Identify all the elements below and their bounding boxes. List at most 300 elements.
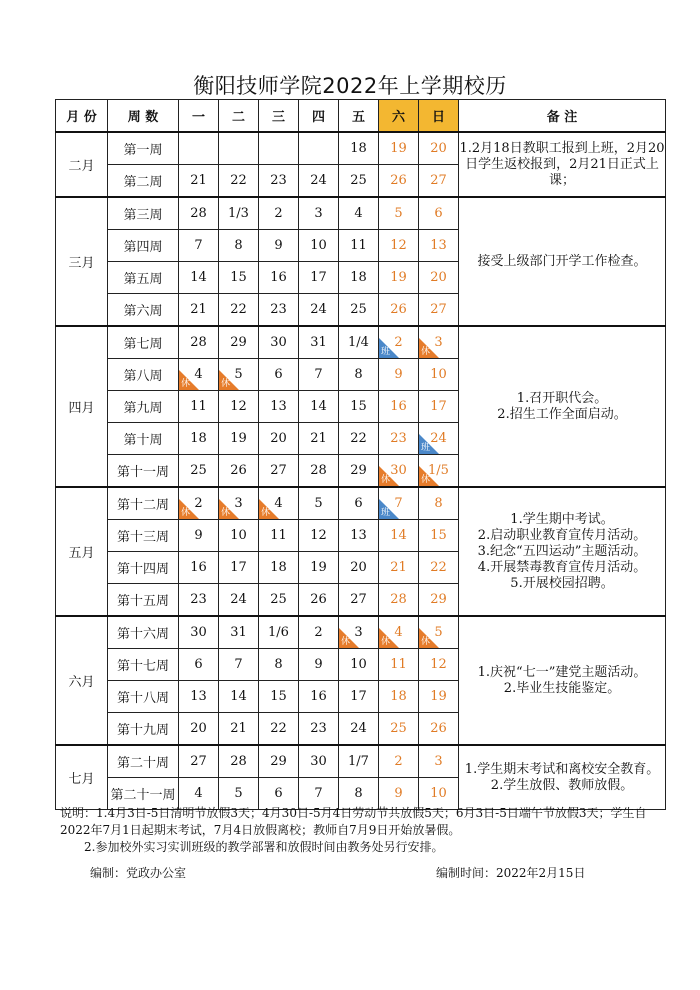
day-cell	[259, 294, 299, 327]
day-cell	[179, 487, 219, 520]
day-number: 22	[230, 302, 247, 317]
day-tag-label: 班	[421, 443, 431, 453]
day-cell	[179, 713, 219, 746]
day-number: 20	[430, 141, 447, 156]
day-number: 10	[310, 238, 327, 253]
day-number: 9	[394, 786, 403, 801]
day-number: 15	[270, 689, 287, 704]
day-cell	[179, 132, 219, 165]
day-tag-label: 休	[421, 475, 431, 485]
day-cell	[379, 230, 419, 262]
day-cell	[419, 391, 459, 423]
day-cell	[379, 681, 419, 713]
day-number: 3	[354, 625, 363, 640]
day-number: 1/3	[228, 206, 249, 221]
day-cell	[339, 423, 379, 455]
day-cell	[299, 197, 339, 230]
day-cell	[299, 326, 339, 359]
day-cell	[379, 423, 419, 455]
day-number: 11	[270, 528, 287, 543]
day-number: 6	[194, 657, 203, 672]
day-number: 4	[354, 206, 363, 221]
month-cell: 三月	[56, 197, 108, 326]
week-label: 第九周	[108, 391, 179, 423]
month-cell: 二月	[56, 132, 108, 197]
day-number: 26	[390, 302, 407, 317]
week-label: 第六周	[108, 294, 179, 327]
day-number: 16	[310, 689, 327, 704]
week-label: 第二十周	[108, 745, 179, 778]
day-number: 14	[390, 528, 407, 543]
day-number: 12	[230, 399, 247, 414]
note-line: 2.启动职业教育宣传月活动。	[477, 527, 647, 543]
day-cell	[179, 584, 219, 617]
day-number: 26	[230, 463, 247, 478]
day-tag-label: 班	[381, 508, 391, 518]
day-number: 30	[310, 754, 327, 769]
day-number: 7	[314, 367, 323, 382]
day-number: 12	[430, 657, 447, 672]
day-cell	[339, 391, 379, 423]
day-cell	[299, 359, 339, 391]
day-cell	[299, 487, 339, 520]
day-cell	[259, 423, 299, 455]
month-notes	[459, 326, 666, 487]
day-cell	[179, 197, 219, 230]
day-cell	[219, 294, 259, 327]
day-tag-label: 休	[181, 508, 191, 518]
day-number: 31	[230, 625, 247, 640]
week-label: 第十三周	[108, 520, 179, 552]
day-number: 28	[310, 463, 327, 478]
day-number: 24	[230, 592, 247, 607]
day-number: 12	[390, 238, 407, 253]
day-number: 12	[310, 528, 327, 543]
day-cell	[179, 520, 219, 552]
day-number: 26	[430, 721, 447, 736]
note-line: 2.毕业生技能鉴定。	[503, 680, 621, 696]
day-cell	[179, 165, 219, 198]
day-cell	[419, 359, 459, 391]
day-cell	[259, 584, 299, 617]
day-number: 4	[194, 367, 203, 382]
day-cell	[299, 262, 339, 294]
day-cell	[419, 165, 459, 198]
day-cell	[299, 552, 339, 584]
day-cell	[219, 423, 259, 455]
day-tag-label: 休	[381, 475, 391, 485]
day-number: 18	[350, 270, 367, 285]
calendar-body	[56, 132, 666, 810]
week-label: 第二周	[108, 165, 179, 198]
day-number: 6	[354, 496, 363, 511]
week-row	[56, 487, 666, 520]
day-cell	[379, 713, 419, 746]
day-cell	[259, 326, 299, 359]
header-thu: 四	[299, 100, 339, 133]
day-tag-label: 休	[261, 508, 271, 518]
day-number: 25	[270, 592, 287, 607]
header-row	[56, 100, 666, 133]
day-number: 4	[394, 625, 403, 640]
day-cell	[299, 584, 339, 617]
note-line: 2.学生放假、教师放假。	[490, 777, 634, 793]
day-number: 16	[190, 560, 207, 575]
day-cell	[419, 455, 459, 488]
day-number: 13	[270, 399, 287, 414]
day-number: 19	[430, 689, 447, 704]
page-title: 衡阳技师学院2022年上学期校历	[193, 74, 507, 98]
day-cell	[379, 584, 419, 617]
day-number: 25	[350, 302, 367, 317]
week-label: 第四周	[108, 230, 179, 262]
day-number: 14	[190, 270, 207, 285]
day-number: 5	[234, 367, 243, 382]
day-cell	[299, 132, 339, 165]
day-number: 3	[314, 206, 323, 221]
week-label: 第十二周	[108, 487, 179, 520]
day-number: 20	[190, 721, 207, 736]
week-label: 第十七周	[108, 649, 179, 681]
day-cell	[259, 552, 299, 584]
week-label: 第一周	[108, 132, 179, 165]
day-number: 23	[390, 431, 407, 446]
day-cell	[339, 165, 379, 198]
day-cell	[419, 262, 459, 294]
day-cell	[379, 649, 419, 681]
day-cell	[179, 423, 219, 455]
day-number: 29	[430, 592, 447, 607]
week-row	[56, 132, 666, 165]
day-number: 29	[350, 463, 367, 478]
day-cell	[339, 230, 379, 262]
day-number: 10	[430, 786, 447, 801]
header-sun: 日	[419, 100, 459, 133]
day-number: 4	[194, 786, 203, 801]
day-cell	[419, 552, 459, 584]
week-label: 第十四周	[108, 552, 179, 584]
day-number: 26	[310, 592, 327, 607]
day-number: 21	[390, 560, 407, 575]
day-number: 1/5	[428, 463, 449, 478]
day-cell	[299, 649, 339, 681]
day-number: 3	[234, 496, 243, 511]
day-number: 9	[314, 657, 323, 672]
day-cell	[339, 649, 379, 681]
day-number: 6	[434, 206, 443, 221]
day-number: 25	[390, 721, 407, 736]
week-label: 第十八周	[108, 681, 179, 713]
day-number: 28	[390, 592, 407, 607]
day-cell	[299, 294, 339, 327]
day-number: 8	[354, 786, 363, 801]
day-cell	[219, 616, 259, 649]
week-label: 第七周	[108, 326, 179, 359]
day-number: 6	[274, 786, 283, 801]
day-cell	[179, 455, 219, 488]
day-cell	[219, 326, 259, 359]
day-cell	[339, 681, 379, 713]
day-tag-label: 休	[421, 637, 431, 647]
day-number: 5	[314, 496, 323, 511]
note-line: 1.学生期末考试和离校安全教育。	[464, 761, 660, 777]
month-notes	[459, 616, 666, 745]
day-number: 29	[270, 754, 287, 769]
month-cell: 六月	[56, 616, 108, 745]
day-cell	[339, 616, 379, 649]
day-cell	[299, 423, 339, 455]
footer-notes	[60, 805, 660, 856]
day-number: 2	[394, 335, 403, 350]
day-number: 24	[350, 721, 367, 736]
day-cell	[299, 681, 339, 713]
day-number: 10	[430, 367, 447, 382]
day-cell	[259, 391, 299, 423]
day-cell	[179, 326, 219, 359]
day-cell	[179, 616, 219, 649]
day-cell	[219, 745, 259, 778]
day-number: 8	[274, 657, 283, 672]
day-number: 26	[390, 173, 407, 188]
week-label: 第十六周	[108, 616, 179, 649]
day-cell	[419, 713, 459, 746]
header-wed: 三	[259, 100, 299, 133]
day-number: 16	[390, 399, 407, 414]
day-cell	[379, 520, 419, 552]
day-number: 2	[194, 496, 203, 511]
day-cell	[419, 197, 459, 230]
day-cell	[259, 745, 299, 778]
day-cell	[339, 294, 379, 327]
week-label: 第十周	[108, 423, 179, 455]
day-cell	[379, 455, 419, 488]
day-cell	[379, 745, 419, 778]
header-month: 月 份	[56, 100, 108, 133]
day-number: 18	[270, 560, 287, 575]
day-number: 1/6	[268, 625, 289, 640]
day-number: 1/7	[348, 754, 369, 769]
day-cell	[379, 552, 419, 584]
day-number: 17	[310, 270, 327, 285]
day-cell	[179, 745, 219, 778]
day-cell	[219, 713, 259, 746]
day-cell	[419, 423, 459, 455]
day-number: 9	[194, 528, 203, 543]
day-cell	[379, 294, 419, 327]
header-mon: 一	[179, 100, 219, 133]
day-cell	[179, 552, 219, 584]
day-cell	[179, 230, 219, 262]
day-cell	[339, 745, 379, 778]
day-number: 20	[350, 560, 367, 575]
note-line: 4.开展禁毒教育宣传月活动。	[477, 559, 647, 575]
day-number: 16	[270, 270, 287, 285]
header-sat: 六	[379, 100, 419, 133]
month-cell: 五月	[56, 487, 108, 616]
header-week: 周 数	[108, 100, 179, 133]
day-number: 19	[310, 560, 327, 575]
day-number: 28	[190, 335, 207, 350]
day-number: 24	[430, 431, 447, 446]
month-notes	[459, 132, 666, 197]
day-number: 2	[274, 206, 283, 221]
day-cell	[259, 487, 299, 520]
day-cell	[179, 294, 219, 327]
day-cell	[339, 455, 379, 488]
day-number: 13	[350, 528, 367, 543]
day-cell	[259, 681, 299, 713]
day-number: 21	[190, 173, 207, 188]
week-label: 第八周	[108, 359, 179, 391]
note-line: 1.2月18日教职工报到上班，2月20日学生返校报到，2月21日正式上课；	[459, 140, 665, 188]
day-number: 9	[394, 367, 403, 382]
day-cell	[179, 681, 219, 713]
day-number: 18	[190, 431, 207, 446]
day-tag-label: 休	[341, 637, 351, 647]
day-number: 6	[274, 367, 283, 382]
day-cell	[299, 455, 339, 488]
day-number: 30	[270, 335, 287, 350]
day-cell	[299, 745, 339, 778]
day-cell	[379, 391, 419, 423]
day-number: 27	[190, 754, 207, 769]
month-notes	[459, 745, 666, 810]
day-cell	[299, 391, 339, 423]
day-cell	[419, 745, 459, 778]
week-label: 第三周	[108, 197, 179, 230]
day-cell	[219, 359, 259, 391]
day-number: 17	[350, 689, 367, 704]
day-number: 24	[310, 173, 327, 188]
day-number: 22	[270, 721, 287, 736]
day-number: 23	[310, 721, 327, 736]
week-label: 第十五周	[108, 584, 179, 617]
day-number: 22	[430, 560, 447, 575]
day-cell	[419, 681, 459, 713]
day-cell	[419, 230, 459, 262]
day-cell	[339, 359, 379, 391]
day-number: 9	[274, 238, 283, 253]
day-cell	[339, 326, 379, 359]
week-row	[56, 745, 666, 778]
day-number: 27	[350, 592, 367, 607]
day-number: 19	[230, 431, 247, 446]
day-cell	[219, 455, 259, 488]
day-cell	[299, 713, 339, 746]
day-cell	[219, 520, 259, 552]
day-number: 22	[230, 173, 247, 188]
header-notes: 备 注	[459, 100, 666, 133]
day-cell	[419, 649, 459, 681]
day-cell	[339, 197, 379, 230]
day-number: 15	[230, 270, 247, 285]
day-number: 11	[350, 238, 367, 253]
day-number: 7	[194, 238, 203, 253]
day-tag-label: 休	[381, 637, 391, 647]
month-notes	[459, 487, 666, 616]
day-cell	[219, 132, 259, 165]
day-number: 19	[390, 141, 407, 156]
day-cell	[259, 230, 299, 262]
note-line: 3.纪念“五四运动”主题活动。	[477, 543, 647, 559]
day-cell	[219, 552, 259, 584]
day-number: 13	[430, 238, 447, 253]
day-cell	[219, 165, 259, 198]
day-number: 3	[434, 335, 443, 350]
day-cell	[259, 197, 299, 230]
week-label: 第十九周	[108, 713, 179, 746]
day-number: 7	[234, 657, 243, 672]
day-cell	[219, 262, 259, 294]
day-number: 7	[394, 496, 403, 511]
day-number: 19	[390, 270, 407, 285]
day-cell	[339, 584, 379, 617]
day-cell	[339, 262, 379, 294]
day-number: 10	[230, 528, 247, 543]
day-cell	[379, 132, 419, 165]
day-number: 10	[350, 657, 367, 672]
day-cell	[339, 552, 379, 584]
week-row	[56, 616, 666, 649]
day-number: 17	[430, 399, 447, 414]
day-number: 21	[230, 721, 247, 736]
day-number: 25	[190, 463, 207, 478]
day-number: 4	[274, 496, 283, 511]
school-calendar-table	[55, 99, 666, 810]
day-cell	[219, 197, 259, 230]
day-number: 22	[350, 431, 367, 446]
day-number: 28	[190, 206, 207, 221]
header-fri: 五	[339, 100, 379, 133]
note-line: 1.学生期中考试。	[510, 511, 614, 527]
day-cell	[179, 649, 219, 681]
day-cell	[259, 649, 299, 681]
day-cell	[219, 230, 259, 262]
note-line: 1.召开职代会。	[516, 390, 608, 406]
day-tag-label: 休	[221, 508, 231, 518]
day-cell	[339, 713, 379, 746]
day-number: 23	[270, 173, 287, 188]
day-number: 29	[230, 335, 247, 350]
day-cell	[299, 520, 339, 552]
day-number: 23	[190, 592, 207, 607]
day-cell	[179, 262, 219, 294]
day-cell	[379, 197, 419, 230]
day-cell	[419, 132, 459, 165]
note-line: 1.庆祝“七一”建党主题活动。	[477, 664, 647, 680]
week-label: 第二十一周	[108, 778, 179, 810]
header-tue: 二	[219, 100, 259, 133]
day-number: 24	[310, 302, 327, 317]
day-cell	[259, 455, 299, 488]
day-cell	[299, 616, 339, 649]
day-number: 20	[270, 431, 287, 446]
day-cell	[419, 487, 459, 520]
day-number: 8	[354, 367, 363, 382]
day-number: 18	[390, 689, 407, 704]
day-number: 8	[234, 238, 243, 253]
month-cell: 四月	[56, 326, 108, 487]
day-number: 27	[270, 463, 287, 478]
day-cell	[379, 616, 419, 649]
day-number: 8	[434, 496, 443, 511]
day-tag-label: 班	[381, 347, 391, 357]
day-cell	[259, 165, 299, 198]
day-cell	[339, 520, 379, 552]
month-notes	[459, 197, 666, 326]
footer-line-1: 说明：1.4月3日-5日清明节放假3天；4月30日-5月4日劳动节共放假5天；6月3日-5日端午节放假3天；学生自2022年7月1日起期末考试，7月4日放假离校；教师自7月9日开始放暑假。	[60, 806, 647, 837]
day-number: 2	[314, 625, 323, 640]
